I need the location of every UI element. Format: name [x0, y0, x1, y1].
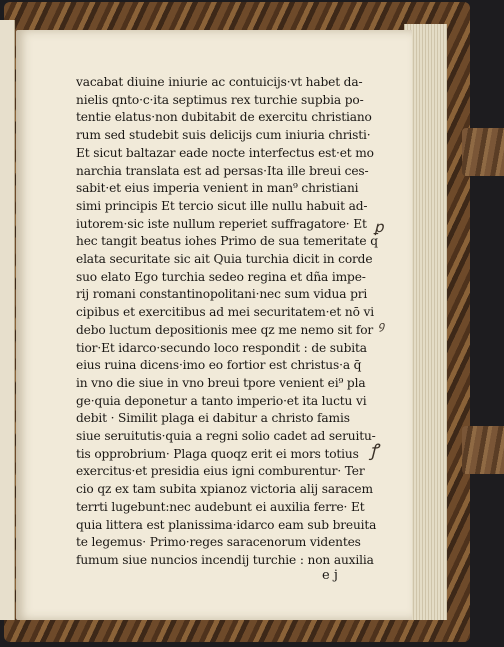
- text-line: terrti lugebunt:nec audebunt ei auxilia ferre· Et: [76, 499, 365, 514]
- signature-mark: e j: [322, 568, 338, 583]
- text-line: rij romani constantinopolitani·nec sum vidua pri: [76, 287, 368, 302]
- text-line: narchia translata est ad persas·Ita ille breui ces-: [76, 163, 369, 178]
- text-line: tentie elatus·non dubitabit de exercitu christiano: [76, 110, 372, 125]
- text-line: quia littera est planissima·idarco eam sub breuita: [76, 517, 377, 532]
- manuscript-page: [16, 30, 412, 620]
- text-line: Et sicut baltazar eade nocte interfectus est·et mo: [76, 145, 374, 160]
- text-line: in vno die siue in vno breui tpore venient ei⁹ pla: [76, 375, 366, 390]
- text-line: vacabat diuine iniurie ac contuicijs·vt habet da-: [76, 75, 363, 89]
- text-line: nielis qnto·c·ita septimus rex turchie supbia po-: [76, 92, 364, 107]
- text-line: debit · Similit plaga ei dabitur a christo famis: [76, 411, 350, 426]
- margin-annotation: ꝯ: [378, 319, 385, 332]
- text-line: cipibus et exercitibus ad mei securitatem·et nō vi: [76, 305, 374, 320]
- text-line: cio qz ex tam subita xpianoz victoria alij saracem: [76, 482, 373, 497]
- text-line: iutorem·sic iste nullum reperiet suffragatore· Et: [76, 216, 367, 231]
- margin-annotation: ꝭ: [370, 441, 379, 461]
- text-line: sabit·et eius imperia venient in man⁹ christiani: [76, 181, 359, 196]
- text-line: te legemus· Primo·reges saracenorum videntes: [76, 535, 361, 550]
- text-line: tis opprobrium· Plaga quoqz erit ei mors totius: [76, 446, 359, 461]
- text-line: suo elato Ego turchia sedeo regina et dña impe-: [76, 269, 366, 284]
- book-clasp-top: [462, 128, 504, 176]
- left-page-edge: [0, 20, 15, 620]
- text-line: hec tangit beatus iohes Primo de sua temeritate q: [76, 234, 378, 249]
- text-line: debo luctum depositionis mee qz me nemo sit for: [76, 322, 374, 337]
- margin-annotation: ꝑ: [374, 218, 384, 236]
- page-text-block: [76, 74, 394, 570]
- text-line: elata securitate sic ait Quia turchia dicit in corde: [76, 252, 373, 267]
- text-line: fumum siue nuncios incendij turchie : non auxilia: [76, 552, 374, 567]
- text-line: simi principis Et tercio sicut ille nullu habuit ad-: [76, 198, 368, 213]
- text-line: ge·quia deponetur a tanto imperio·et ita luctu vi: [76, 393, 367, 408]
- text-line: rum sed studebit suis delicijs cum iniuria christi·: [76, 128, 371, 143]
- book-clasp-bottom: [462, 426, 504, 474]
- text-line: tior·Et idarco·secundo loco respondit : de subita: [76, 340, 367, 355]
- text-line: eius ruina dicens·imo eo fortior est christus·a q̄: [76, 358, 362, 373]
- text-line: exercitus·et presidia eius igni comburentur· Ter: [76, 464, 365, 479]
- text-line: siue seruitutis·quia a regni solio cadet ad seruitu-: [76, 429, 376, 444]
